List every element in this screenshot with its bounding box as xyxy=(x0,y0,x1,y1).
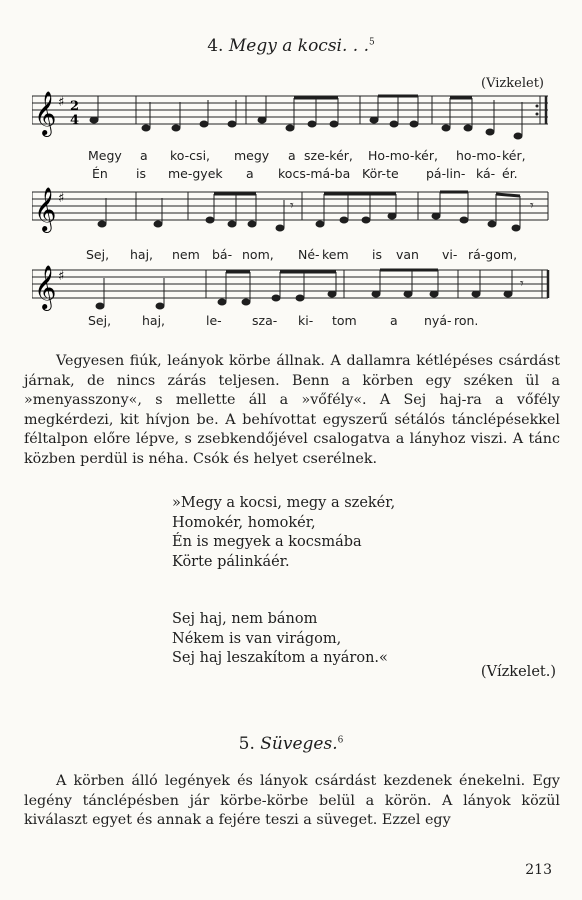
time-signature-bottom: 4 xyxy=(70,113,80,128)
time-signature-top: 2 xyxy=(70,99,80,114)
music-staff-3 xyxy=(32,258,552,318)
treble-clef-icon: 𝄞 xyxy=(34,91,57,135)
verse-2: Sej haj, nem bánom Nékem is van virágom, Sej haj leszakítom a nyáron.« xyxy=(172,611,388,666)
song-5-description: A körben álló legények és lányok csárdást kezdenek énekelni. Egy legény tánclépésben jár körbe-körbe belül a körön. A lányok közül kiválaszt egyet és annak a fejére teszi a süveget. Ezzel egy xyxy=(24,773,560,829)
song-description: Vegyesen fiúk, leányok körbe állnak. A dallamra kétlépéses csárdást járnak, de nincs zárás teljesen. Benn a körben egy széken ül a »menyasszony«, s mellette áll a »vőfély«. A Sej haj-ra a vőfély megkérdezi, kit hívjon be. A behívottat egyszerű sétálós tánclépésekkel féltalpon előre lépve, s zsebkendőjével csalogatva a lányhoz viszi. A tánc közben perdül is néha. Csók és helyet cserélnek. xyxy=(24,353,560,467)
footnote-marker: 6 xyxy=(337,735,344,746)
sharp-icon: ♯ xyxy=(58,191,65,206)
page-number: 213 xyxy=(525,862,552,878)
music-staff-2 xyxy=(32,180,552,242)
rest-icon: 𝄾 xyxy=(290,198,294,214)
song-title-text: Megy a kocsi. . . xyxy=(228,36,370,56)
song-number: 5. xyxy=(238,734,255,754)
sharp-icon: ♯ xyxy=(58,95,65,110)
source-attribution: (Vízkelet.) xyxy=(480,664,556,680)
song-number: 4. xyxy=(207,36,224,56)
footnote-marker: 5 xyxy=(369,37,375,48)
song-5-title xyxy=(0,734,582,754)
treble-clef-icon: 𝄞 xyxy=(34,265,57,309)
rest-icon: 𝄾 xyxy=(530,198,534,214)
sharp-icon: ♯ xyxy=(58,269,65,284)
rest-icon: 𝄾 xyxy=(520,276,524,292)
treble-clef-icon: 𝄞 xyxy=(34,187,57,231)
music-staff-1 xyxy=(32,84,552,146)
song-title-text: Süveges. xyxy=(260,734,338,754)
verse-1: »Megy a kocsi, megy a szekér, Homokér, homokér, Én is megyek a kocsmába Körte pálinkáér. xyxy=(172,495,396,570)
source-label: (Vizkelet) xyxy=(481,76,544,91)
song-title xyxy=(0,36,582,56)
